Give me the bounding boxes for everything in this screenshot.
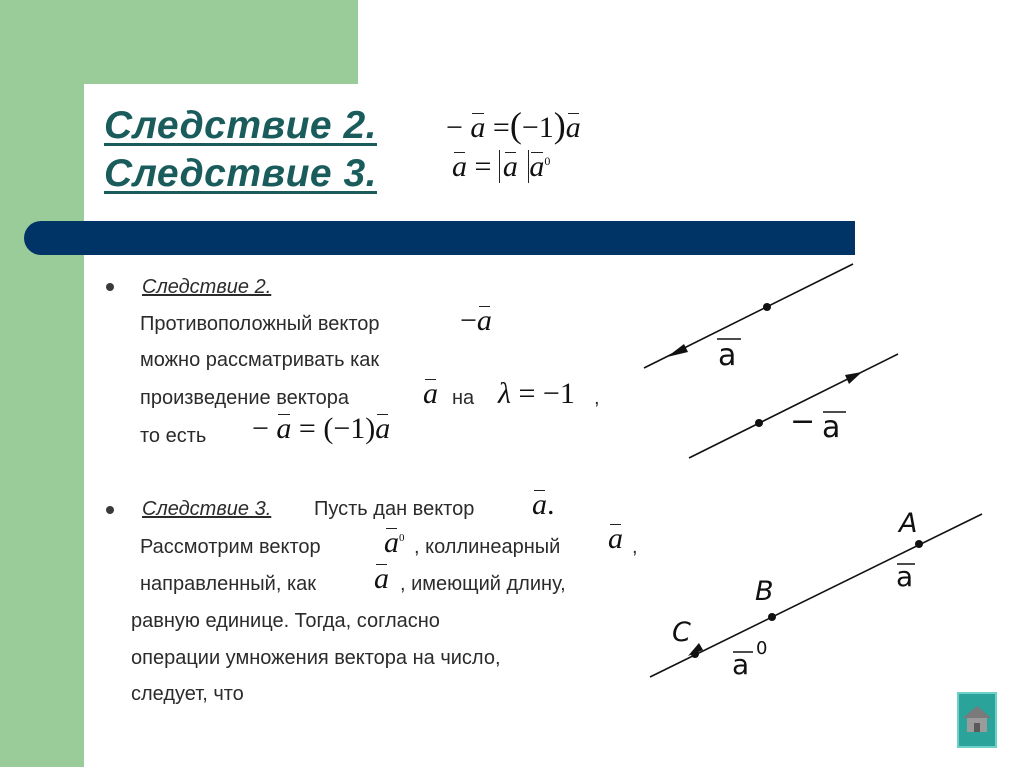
corollary3-line2: Рассмотрим вектор [140,536,321,558]
vector-a: a [470,111,486,144]
point [763,303,771,311]
comma: , [632,536,638,558]
corollary2-line2: можно рассматривать как [140,349,380,371]
point-b [768,613,776,621]
diagram1-label-neg-a: a [822,410,841,445]
line-cba [650,514,982,677]
vector-a: a [565,111,581,144]
math-a: a [608,522,623,555]
vector-a: a [452,150,467,183]
home-icon [957,692,997,748]
corollary2-line3: произведение вектора [140,387,349,409]
title-line-1: Следствие 2. [104,104,377,147]
diagram2-label-a: a [896,560,914,593]
math-a: a [423,377,438,410]
diagram2-label-a0: a [732,648,750,681]
corollary3-line3-end: , имеющий длину, [400,573,566,595]
corollary3-line5: операции умножения вектора на число, [131,647,501,669]
diagram1-label-minus: − [790,404,816,439]
comma: , [594,387,600,409]
lambda-eq: λ = −1 [498,377,575,410]
point-label-c: C [672,617,691,648]
title-line-2: Следствие 3. [104,152,377,195]
home-button[interactable] [957,692,997,748]
corollary3-heading: Следствие 3. [142,498,272,520]
corollary3-line2-mid: , коллинеарный [414,536,561,558]
corollary2-heading: Следствие 2. [142,276,272,298]
arrowhead-neg-a [845,372,862,384]
math-a: a [374,562,389,595]
word-na: на [452,387,475,409]
unit-vector: a [529,150,545,183]
diagram2-sup-0: 0 [756,638,768,659]
point [755,419,763,427]
unit-vector-a0: $a^0$ [384,526,405,559]
math-neg-a: −a [460,304,492,337]
corollary2-formula: − a = (−1)a [252,412,391,445]
point-label-b: B [755,576,774,607]
arrowhead-a [667,344,688,357]
diagram1-label-a: a [718,338,737,373]
corollary2-line4: то есть [140,425,207,447]
title-formula-1: − a =(−1)a [446,105,581,145]
point-label-a: A [899,508,918,539]
title-formula-2: a = a $a^0$ [452,150,551,183]
corollary3-line1: Пусть дан вектор [314,498,475,520]
corollary3-line3: направленный, как [140,573,317,595]
point-a [915,540,923,548]
point-c [691,650,699,658]
corollary3-line6: следует, что [131,683,244,705]
math-a: a. [532,488,555,521]
corollary3-line4: равную единице. Тогда, согласно [131,610,440,632]
corollary2-line1: Противоположный вектор [140,313,380,335]
abs-value: a [499,150,530,183]
